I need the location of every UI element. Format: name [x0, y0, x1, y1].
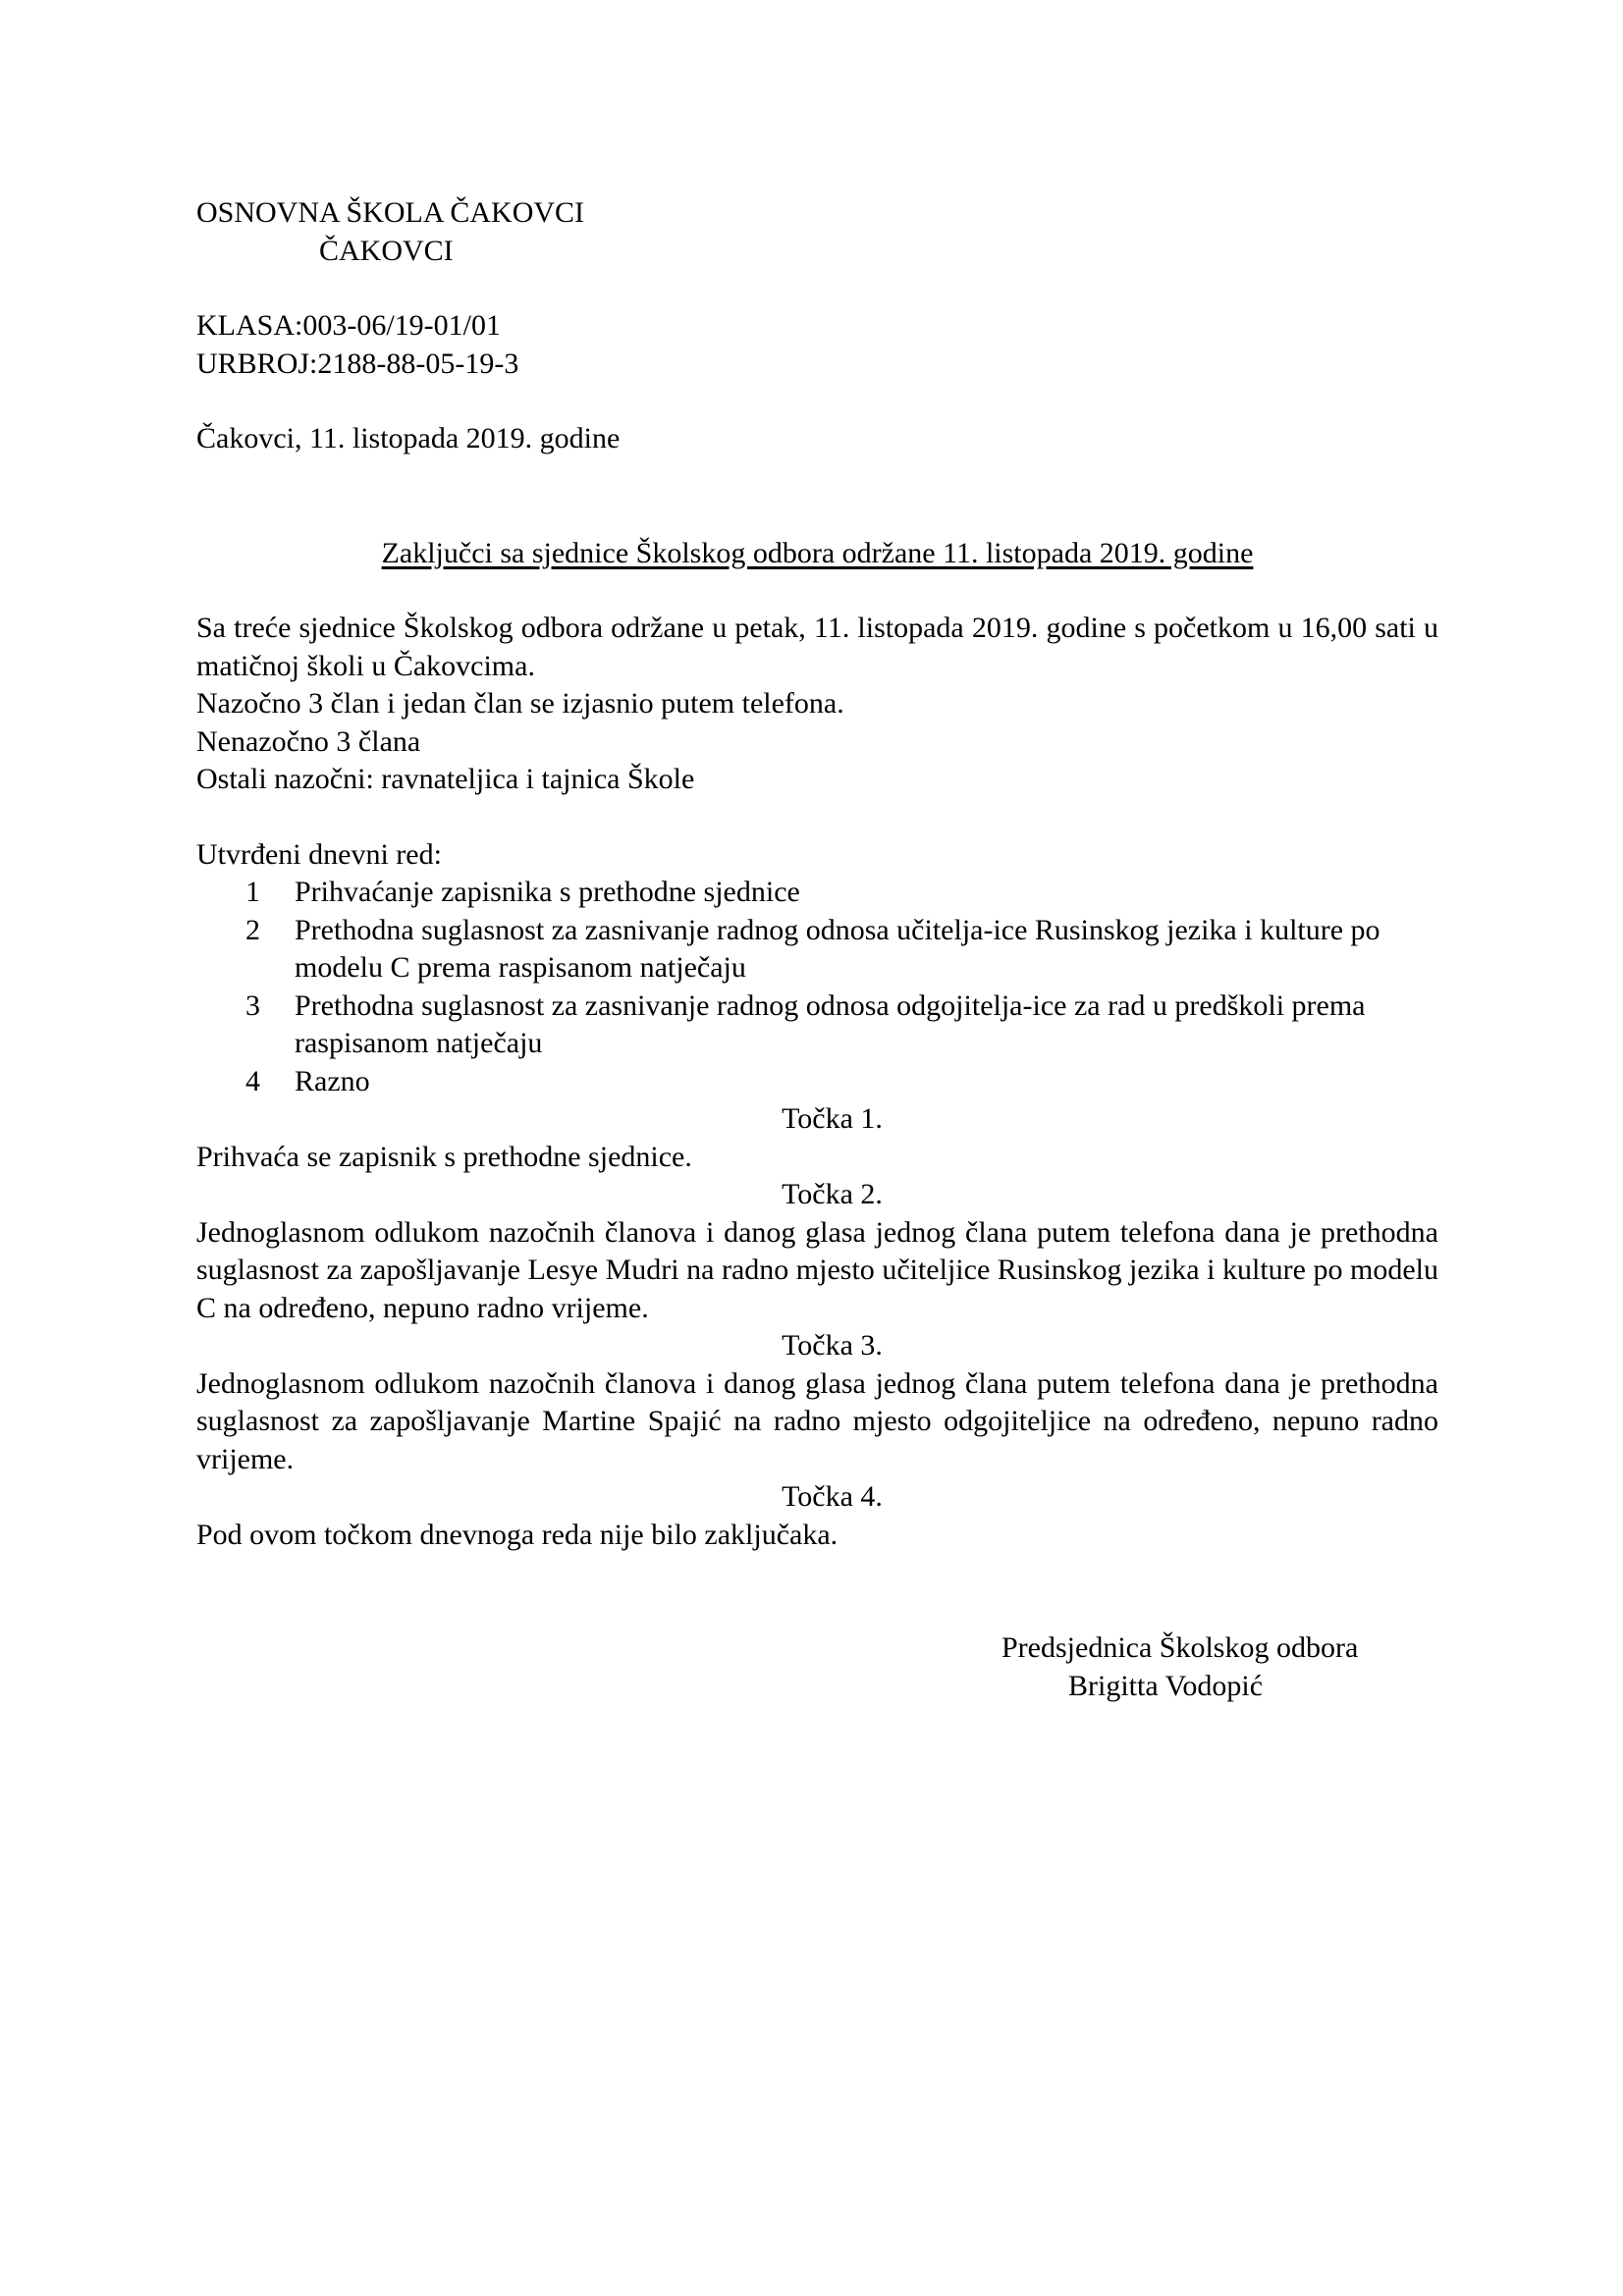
agenda-item	[196, 1063, 1438, 1101]
agenda-item-number: 1	[245, 876, 260, 908]
agenda-item-number: 4	[245, 1064, 260, 1097]
signature-role: Predsjednica Školskog odbora	[1001, 1631, 1359, 1664]
point-1-text: Prihvaća se zapisnik s prethodne sjednice.	[196, 1140, 692, 1173]
document-title: Zaključci sa sjednice Školskog odbora održane 11. listopada 2019. godine	[381, 536, 1254, 569]
agenda-item	[196, 912, 1438, 988]
point-1-heading: Točka 1.	[782, 1102, 883, 1135]
agenda-item-number: 2	[245, 913, 260, 946]
point-2-heading: Točka 2.	[782, 1178, 883, 1210]
agenda-list	[196, 874, 1438, 1100]
point-4-text: Pod ovom točkom dnevnoga reda nije bilo zaključaka.	[196, 1518, 839, 1551]
point-3-heading: Točka 3.	[782, 1329, 883, 1362]
place-date: Čakovci, 11. listopada 2019. godine	[196, 422, 621, 454]
point-4-heading: Točka 4.	[782, 1480, 883, 1513]
agenda-item-text: Prihvaćanje zapisnika s prethodne sjednice	[295, 876, 800, 908]
absent-members: Nenazočno 3 člana	[196, 724, 421, 758]
agenda-item	[196, 988, 1438, 1063]
agenda-item-text: Prethodna suglasnost za zasnivanje radnog odnosa odgojitelja-ice za rad u predškoli prema raspisanom natječaju	[295, 988, 1366, 1059]
point-3-text: Jednoglasnom odlukom nazočnih članova i danog glasa jednog člana putem telefona dana je prethodna suglasnost za zapošljavanje Martine Spajić na radno mjesto odgojiteljice na određeno, nepuno radno vrijeme.	[196, 1366, 1438, 1475]
agenda-item-number: 3	[245, 988, 260, 1022]
agenda-item	[196, 874, 1438, 912]
urbroj-number: URBROJ:2188-88-05-19-3	[196, 347, 519, 380]
signature-name: Brigitta Vodopić	[1068, 1669, 1264, 1702]
point-2-text: Jednoglasnom odlukom nazočnih članova i danog glasa jednog člana putem telefona dana je prethodna suglasnost za zapošljavanje Lesye Mudri na radno mjesto učiteljice Rusinskog jezika i kulture po modelu C na određeno, nepuno radno vrijeme.	[196, 1215, 1438, 1324]
school-town: ČAKOVCI	[319, 234, 454, 267]
others-present: Ostali nazočni: ravnateljica i tajnica Škole	[196, 763, 695, 795]
agenda-heading: Utvrđeni dnevni red:	[196, 837, 442, 871]
school-name: OSNOVNA ŠKOLA ČAKOVCI	[196, 196, 585, 229]
klasa-number: KLASA:003-06/19-01/01	[196, 309, 501, 342]
intro-paragraph: Sa treće sjednice Školskog odbora održane u petak, 11. listopada 2019. godine s početkom u 16,00 sati u matičnoj školi u Čakovcima.	[196, 612, 1438, 682]
present-members: Nazočno 3 član i jedan član se izjasnio putem telefona.	[196, 687, 844, 720]
document-page	[196, 194, 1438, 1554]
agenda-item-text: Razno	[295, 1064, 370, 1097]
signature-block	[1001, 1629, 1358, 1705]
agenda-item-text: Prethodna suglasnost za zasnivanje radnog odnosa učitelja-ice Rusinskog jezika i kulture po modelu C prema raspisanom natječaju	[295, 913, 1380, 984]
